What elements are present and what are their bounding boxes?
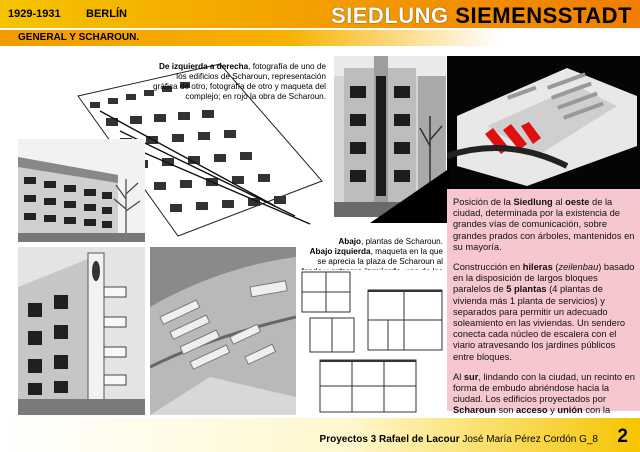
p3-s5: acceso bbox=[516, 405, 548, 416]
header-years: 1929-1931 bbox=[8, 8, 61, 20]
page-title bbox=[331, 3, 632, 29]
p1-s4: de la ciudad, determinada por la existencia de grandes vías de comunicación, sobre grandes prados con árboles, mantenidos en su mayoría. bbox=[453, 197, 635, 252]
photo-model-plaza bbox=[150, 247, 296, 415]
p1-s3: oeste bbox=[565, 197, 590, 207]
p3-s1: sur bbox=[463, 371, 479, 382]
p2-s5: 5 plantas bbox=[506, 284, 547, 295]
p3-s8: con la bbox=[585, 405, 611, 416]
caption-bottom-l2b: , maqueta en la que se aprecia la plaza de Scharoun al bbox=[317, 247, 443, 266]
photo-model-complex bbox=[447, 56, 640, 189]
dark-wedge-shape bbox=[370, 168, 450, 223]
caption-bottom-l1b: , plantas de Scharoun. bbox=[361, 237, 443, 246]
p2-s2: ( bbox=[552, 262, 559, 273]
paragraph-location bbox=[453, 197, 638, 253]
photo-facade-bottom bbox=[18, 247, 145, 415]
title-part1: SIEDLUNG bbox=[330, 3, 449, 28]
description-panel bbox=[447, 189, 640, 416]
p1-s0: Posición de la bbox=[453, 197, 514, 207]
footer-author: José María Pérez Cordón G_8 bbox=[459, 434, 598, 445]
caption-top bbox=[150, 62, 326, 102]
page-number: 2 bbox=[617, 426, 628, 447]
p2-s3: zeilenbau bbox=[558, 262, 599, 273]
p3-s7: unión bbox=[557, 405, 583, 416]
page-subtitle: GENERAL Y SCHAROUN. bbox=[18, 32, 140, 43]
caption-bottom-l2a: Abajo izquierda bbox=[309, 247, 371, 256]
paragraph-construction bbox=[453, 262, 638, 363]
caption-top-text: , fotografía de uno de los edificios de Scharoun, representación gráfica de otro, fotografía de otro y maqueta del complejo; en rojo la obra de Scharoun. bbox=[153, 62, 326, 101]
p3-s2: , lindando con la ciudad, un recinto en forma de embudo abriéndose hacia la ciudad. Los edificios proyectados por bbox=[453, 371, 635, 405]
header-bar bbox=[0, 0, 640, 28]
floor-plans bbox=[298, 270, 446, 416]
p2-s6: (4 plantas de vivienda más 1 planta de servicios) y separados para permitir un adecuado soleamiento en las viviendas. Un sendero conecta cada núcleo de escalera con el viario atravesando los jardines públicos entre bloques. bbox=[453, 284, 626, 362]
p1-s1: Siedlung bbox=[513, 197, 553, 207]
p1-s2: al bbox=[552, 197, 566, 207]
photo-building-left bbox=[18, 139, 145, 242]
p3-s3: Scharoun bbox=[453, 405, 496, 416]
caption-bottom-l1a: Abajo bbox=[338, 237, 362, 246]
title-part2: SIEMENSSTADT bbox=[455, 3, 632, 28]
p2-s1: hileras bbox=[522, 262, 553, 273]
footer-credits bbox=[320, 434, 598, 445]
subtitle-bar bbox=[0, 30, 640, 46]
header-city: BERLÍN bbox=[86, 8, 127, 20]
p3-s6: y bbox=[547, 405, 558, 416]
p3-s4: son bbox=[495, 405, 517, 416]
footer-course: Proyectos 3 Rafael de Lacour bbox=[319, 434, 460, 445]
p2-s0: Construcción en bbox=[453, 262, 523, 273]
caption-top-lead: De izquierda a derecha bbox=[158, 62, 249, 71]
footer-bar bbox=[0, 418, 640, 452]
p3-s0: Al bbox=[453, 371, 464, 382]
p2-s4: ) basado en la disposición de largos bloques paralelos de bbox=[453, 262, 635, 295]
